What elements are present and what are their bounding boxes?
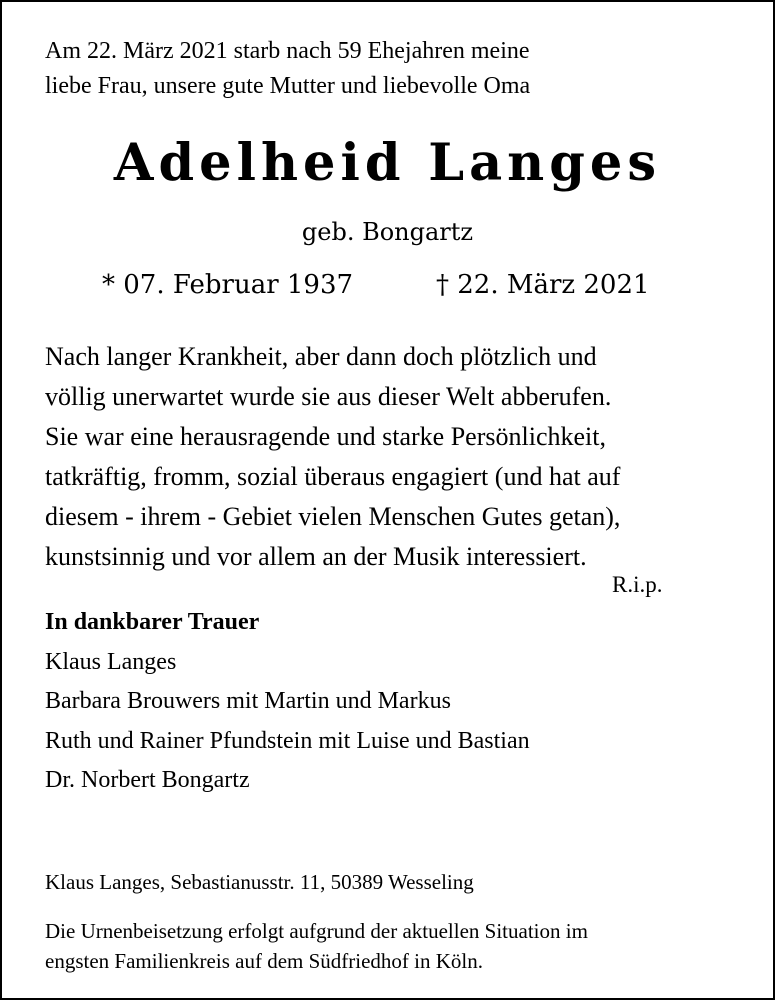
notice-line: Die Urnenbeisetzung erfolgt aufgrund der aktuellen Situation im [45, 919, 588, 943]
birth-date: * 07. Februar 1937 [102, 270, 354, 300]
body-line: diesem - ihrem - Gebiet vielen Menschen Gutes getan), [45, 502, 621, 531]
body-line: tatkräftig, fromm, sozial überaus engagiert (und hat auf [45, 462, 621, 491]
body-line: Nach langer Krankheit, aber dann doch plötzlich und [45, 342, 597, 371]
intro-line: liebe Frau, unsere gute Mutter und liebevolle Oma [45, 73, 531, 99]
rip-text: R.i.p. [612, 572, 663, 597]
mourner-name: Barbara Brouwers mit Martin und Markus [45, 688, 451, 714]
mourner-name: Ruth und Rainer Pfundstein mit Luise und Bastian [45, 727, 530, 754]
burial-notice [45, 916, 745, 976]
maiden-name: geb. Bongartz [301, 218, 474, 246]
intro-text [45, 34, 745, 104]
notice-line: engsten Familienkreis auf dem Südfriedhof in Köln. [45, 949, 483, 973]
deceased-name: Adelheid Langes [113, 133, 662, 193]
mourner-name: Dr. Norbert Bongartz [45, 767, 250, 793]
body-line: kunstsinnig und vor allem an der Musik interessiert. [45, 542, 587, 571]
contact-address: Klaus Langes, Sebastianusstr. 11, 50389 Wesseling [45, 870, 474, 894]
obituary-body [45, 337, 745, 577]
intro-line: Am 22. März 2021 starb nach 59 Ehejahren meine [45, 38, 530, 64]
mourner-name: Klaus Langes [45, 648, 177, 675]
death-date: † 22. März 2021 [436, 270, 650, 300]
body-line: Sie war eine herausragende und starke Persönlichkeit, [45, 422, 606, 451]
body-line: völlig unerwartet wurde sie aus dieser Welt abberufen. [45, 382, 612, 411]
mourners-heading: In dankbarer Trauer [45, 609, 260, 635]
mourners-list [45, 603, 745, 801]
